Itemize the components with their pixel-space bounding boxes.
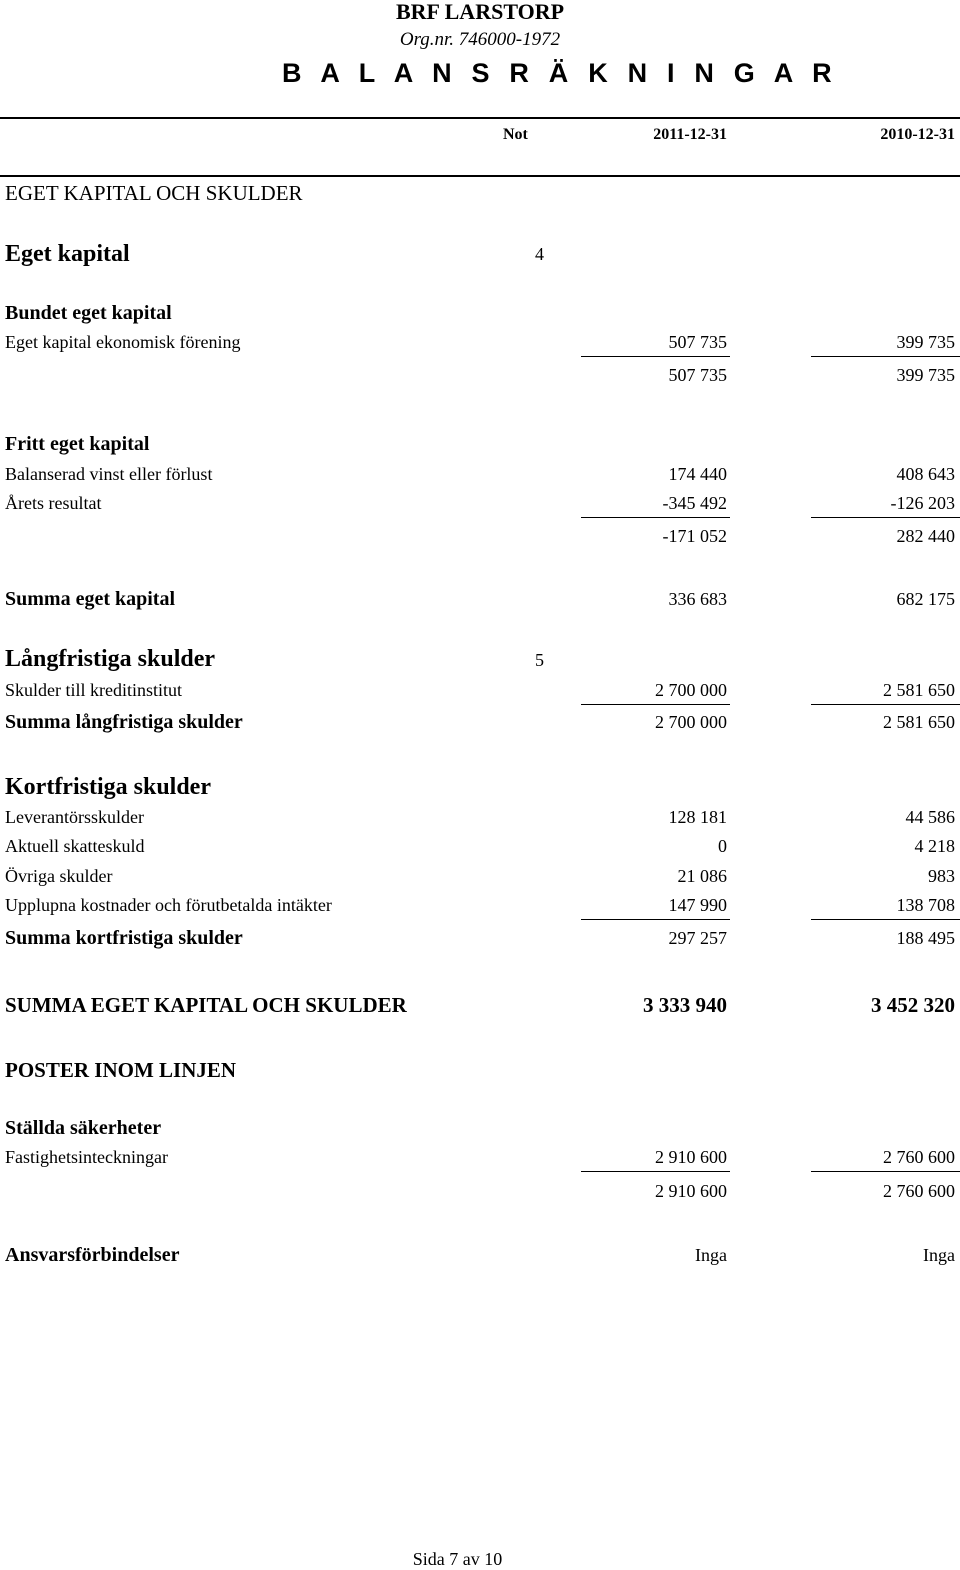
association-name: BRF LARSTORP (395, 0, 565, 24)
long-term-total-previous: 2 581 650 (883, 712, 955, 732)
row-label: Fastighetsinteckningar (5, 1147, 168, 1167)
row-value-previous: -126 203 (890, 493, 955, 513)
long-term-total-label: Summa långfristiga skulder (5, 711, 243, 733)
column-header-current: 2011-12-31 (653, 126, 727, 143)
row-value-current: -345 492 (662, 493, 727, 513)
row-value-previous: 2 581 650 (883, 680, 955, 700)
page-title: B A L A N S R Ä K N I N G A R (282, 58, 838, 88)
short-term-title: Kortfristiga skulder (5, 774, 211, 800)
sum-underline (811, 356, 960, 357)
sum-underline (811, 704, 960, 705)
pledged-sum-current: 2 910 600 (655, 1181, 727, 1201)
row-label: Skulder till kreditinstitut (5, 680, 182, 700)
free-sum-previous: 282 440 (896, 526, 955, 546)
short-term-total-current: 297 257 (668, 928, 727, 948)
grand-total-current: 3 333 940 (643, 993, 727, 1017)
row-value-current: 507 735 (668, 332, 727, 352)
memorandum-title: POSTER INOM LINJEN (5, 1058, 237, 1082)
equity-note-ref: 4 (535, 244, 544, 264)
column-header-previous: 2010-12-31 (880, 126, 955, 143)
row-value-current: 2 910 600 (655, 1147, 727, 1167)
restricted-equity-title: Bundet eget kapital (5, 302, 172, 324)
equity-total-label: Summa eget kapital (5, 588, 175, 610)
row-value-current: 21 086 (677, 866, 727, 886)
free-equity-title: Fritt eget kapital (5, 433, 150, 455)
pledged-sum-previous: 2 760 600 (883, 1181, 955, 1201)
restricted-sum-current: 507 735 (668, 365, 727, 385)
row-value-previous: 2 760 600 (883, 1147, 955, 1167)
sum-underline (811, 1171, 960, 1172)
long-term-total-current: 2 700 000 (655, 712, 727, 732)
equity-total-previous: 682 175 (896, 589, 955, 609)
row-value-previous: 399 735 (896, 332, 955, 352)
contingent-current: Inga (695, 1245, 727, 1265)
sum-underline (581, 1171, 730, 1172)
column-header-rule (0, 175, 960, 177)
contingent-label: Ansvarsförbindelser (5, 1244, 180, 1266)
contingent-previous: Inga (923, 1245, 955, 1265)
row-value-current: 2 700 000 (655, 680, 727, 700)
column-header-note: Not (503, 126, 528, 143)
sum-underline (811, 919, 960, 920)
row-value-previous: 44 586 (905, 807, 955, 827)
sum-underline (581, 517, 730, 518)
row-value-current: 174 440 (668, 464, 727, 484)
row-label: Årets resultat (5, 493, 102, 513)
long-term-title: Långfristiga skulder (5, 646, 216, 672)
org-number: Org.nr. 746000-1972 (399, 29, 561, 50)
short-term-total-previous: 188 495 (896, 928, 955, 948)
row-label: Övriga skulder (5, 866, 113, 886)
row-label: Leverantörsskulder (5, 807, 144, 827)
sum-underline (581, 704, 730, 705)
pledged-title: Ställda säkerheter (5, 1117, 162, 1139)
row-label: Upplupna kostnader och förutbetalda intäkter (5, 895, 332, 915)
long-term-note-ref: 5 (535, 650, 544, 670)
row-value-previous: 4 218 (914, 836, 955, 856)
restricted-sum-previous: 399 735 (896, 365, 955, 385)
row-label: Eget kapital ekonomisk förening (5, 332, 241, 352)
page-number: Sida 7 av 10 (412, 1549, 503, 1569)
row-value-current: 128 181 (668, 807, 727, 827)
sum-underline (581, 919, 730, 920)
short-term-total-label: Summa kortfristiga skulder (5, 927, 243, 949)
section-main-title: EGET KAPITAL OCH SKULDER (5, 181, 303, 205)
row-value-previous: 138 708 (896, 895, 955, 915)
row-value-current: 147 990 (668, 895, 727, 915)
header-rule (0, 117, 960, 119)
equity-title: Eget kapital (5, 241, 130, 267)
row-label: Balanserad vinst eller förlust (5, 464, 213, 484)
row-value-current: 0 (718, 836, 727, 856)
equity-total-current: 336 683 (668, 589, 727, 609)
row-value-previous: 983 (928, 866, 955, 886)
grand-total-previous: 3 452 320 (871, 993, 955, 1017)
row-value-previous: 408 643 (896, 464, 955, 484)
free-sum-current: -171 052 (662, 526, 727, 546)
sum-underline (581, 356, 730, 357)
row-label: Aktuell skatteskuld (5, 836, 145, 856)
grand-total-label: SUMMA EGET KAPITAL OCH SKULDER (5, 993, 407, 1017)
sum-underline (811, 517, 960, 518)
